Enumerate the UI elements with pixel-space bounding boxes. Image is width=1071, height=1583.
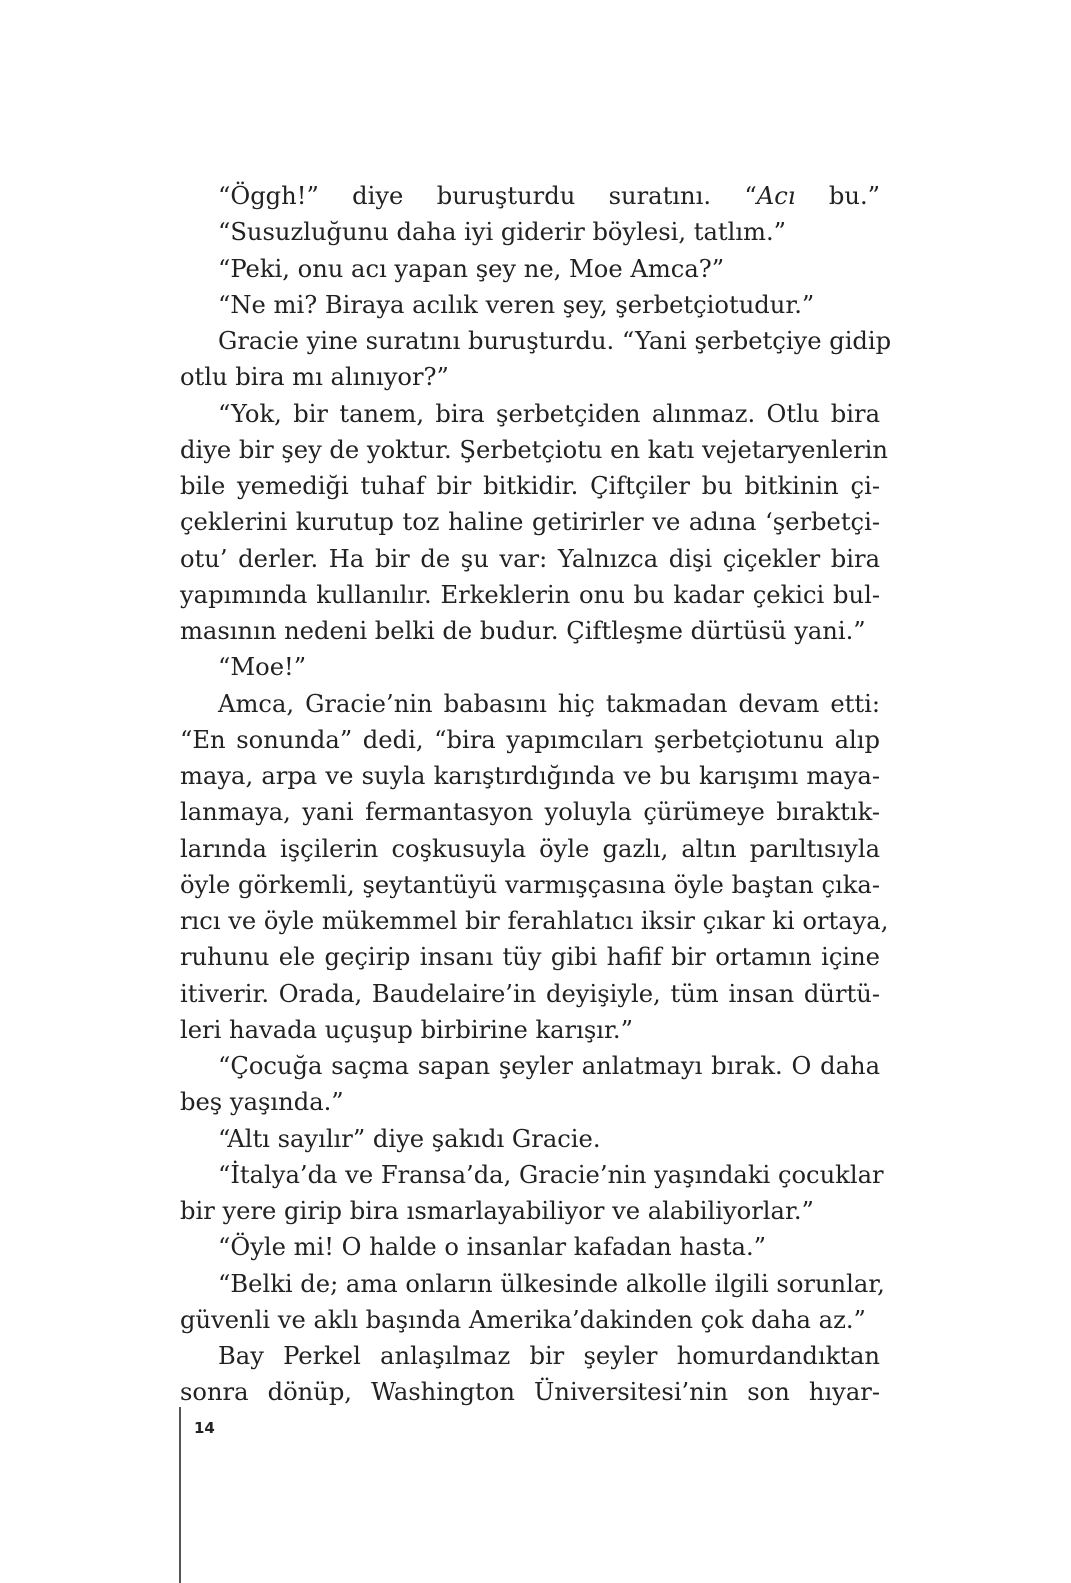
text-line: çeklerini kurutup toz haline getirirler ve adına ‘şerbetçi-	[180, 508, 880, 537]
text-line: beş yaşında.”	[180, 1088, 344, 1117]
text-line: sonra dönüp, Washington Üniversitesi’nin son hıyar-	[180, 1378, 880, 1407]
text-line: öyle görkemli, şeytantüyü varmışçasına öyle baştan çıka-	[180, 870, 880, 899]
text-run: “Öggh!” diye buruşturdu suratını. “	[218, 182, 757, 210]
text-run: bu.”	[795, 182, 881, 210]
text-line: itiverir. Orada, Baudelaire’in deyişiyle, tüm insan dürtü-	[180, 979, 880, 1008]
text-line: “Peki, onu acı yapan şey ne, Moe Amca?”	[218, 254, 725, 283]
text-line: “Yok, bir tanem, bira şerbetçiden alınmaz. Otlu bira	[218, 399, 880, 428]
text-line	[180, 178, 880, 214]
text-line: leri havada uçuşup birbirine karışır.”	[180, 1015, 633, 1044]
text-line: “Altı sayılır” diye şakıdı Gracie.	[218, 1124, 601, 1153]
text-line: Gracie yine suratını buruşturdu. “Yani şerbetçiye gidip	[218, 327, 892, 355]
page-number: 14	[194, 1419, 215, 1437]
text-line: “Öyle mi! O halde o insanlar kafadan hasta.”	[218, 1233, 767, 1262]
text-line: diye bir şey de yoktur. Şerbetçiotu en katı vejetaryenlerin	[180, 435, 888, 464]
text-line: Bay Perkel anlaşılmaz bir şeyler homurdandıktan	[218, 1342, 880, 1370]
text-line: yapımında kullanılır. Erkeklerin onu bu kadar çekici bul-	[180, 580, 880, 609]
text-line: bir yere girip bira ısmarlayabiliyor ve alabiliyorlar.”	[180, 1197, 814, 1225]
text-line: “Belki de; ama onların ülkesinde alkolle ilgili sorunlar,	[218, 1269, 885, 1298]
text-line: maya, arpa ve suyla karıştırdığında ve bu karışımı maya-	[180, 762, 880, 790]
text-line: otu’ derler. Ha bir de şu var: Yalnızca dişi çiçekler bira	[180, 544, 880, 573]
text-line: “Moe!”	[218, 653, 307, 682]
text-line: “En sonunda” dedi, “bira yapımcıları şerbetçiotunu alıp	[180, 725, 880, 754]
text-line: otlu bira mı alınıyor?”	[180, 363, 449, 392]
text-line: larında işçilerin coşkusuyla öyle gazlı, altın parıltısıyla	[180, 834, 880, 863]
margin-rule	[179, 1407, 181, 1583]
text-line: güvenli ve aklı başında Amerika’dakinden çok daha az.”	[180, 1305, 866, 1334]
text-line: “Çocuğa saçma sapan şeyler anlatmayı bırak. O daha	[218, 1052, 880, 1080]
text-line: “İtalya’da ve Fransa’da, Gracie’nin yaşındaki çocuklar	[218, 1160, 884, 1189]
emphasis-word: Acı	[756, 182, 796, 210]
text-line: masının nedeni belki de budur. Çiftleşme dürtüsü yani.”	[180, 617, 866, 645]
text-line: Amca, Gracie’nin babasını hiç takmadan devam etti:	[218, 689, 880, 718]
text-line: rıcı ve öyle mükemmel bir ferahlatıcı iksir çıkar ki ortaya,	[180, 907, 889, 935]
text-line: “Ne mi? Biraya acılık veren şey, şerbetçiotudur.”	[218, 290, 815, 319]
text-line: “Susuzluğunu daha iyi giderir böylesi, tatlım.”	[218, 218, 787, 247]
body-text	[180, 178, 892, 1411]
text-line: bile yemediği tuhaf bir bitkidir. Çiftçiler bu bitkinin çi-	[180, 472, 880, 500]
text-line: lanmaya, yani fermantasyon yoluyla çürümeye bıraktık-	[180, 798, 880, 827]
text-line: ruhunu ele geçirip insanı tüy gibi hafif bir ortamın içine	[180, 943, 880, 972]
